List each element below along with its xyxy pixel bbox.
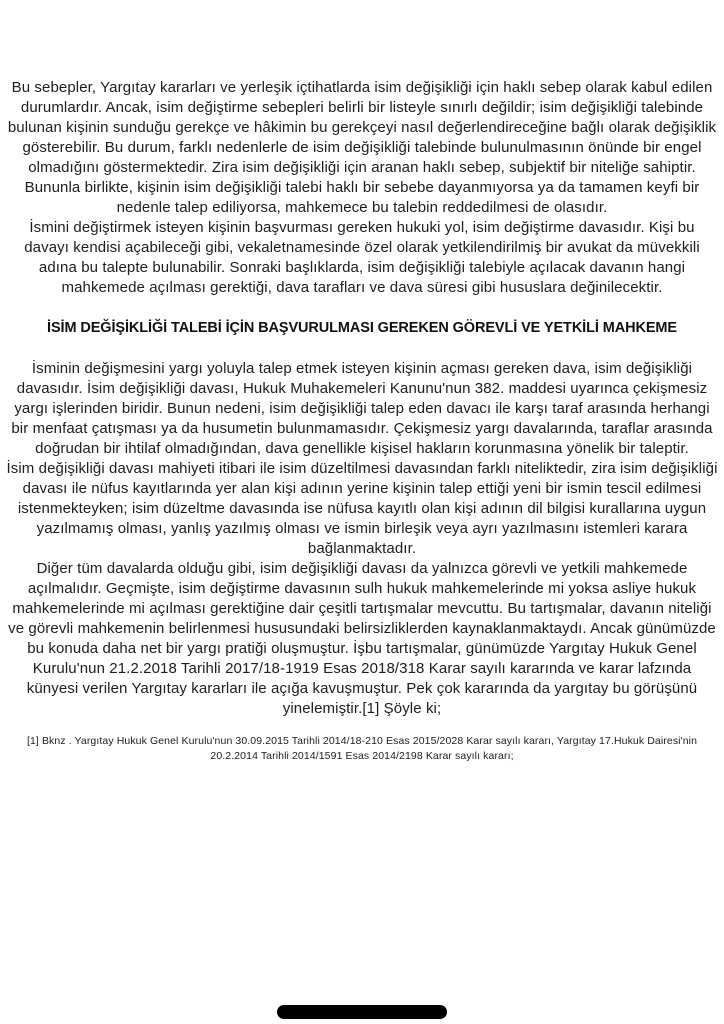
paragraph-non-contentious-case: İsminin değişmesini yargı yoluyla talep etmek isteyen kişinin açması gereken dava, isim değişikliği davasıdır. İsim değişikliği davası, Hukuk Muhakemeleri Kanunu'nun 382. maddesi uyarınca çekişmesiz yargı işlerinden biridir. Bunun nedeni, isim değişikliği talep eden davacı ile karşı taraf arasında herhangi bir menfaat çatışması ya da husumetin bulunmamasıdır. Çekişmesiz yargı davalarında, taraflar arasında doğrudan bir ihtilaf olmadığından, dava genellikle kişisel hakların korunmasına yönelik bir taleptir. xyxy=(11,360,713,457)
paragraph-justified-reasons: Bu sebepler, Yargıtay kararları ve yerleşik içtihatlarda isim değişikliği için haklı sebep olarak kabul edilen durumlardır. Ancak, isim değiştirme sebepleri belirli bir listeyle sınırlı değildir; isim değişikliği talebinde bulunan kişinin sunduğu gerekçe ve hâkimin bu gerekçeyi nasıl değerlendireceğine bağlı olarak değişiklik gösterebilir. Bu durum, farklı nedenlerle de isim değişikliği talebinde bulunulmasının önünde bir engel olmadığını göstermektedir. Zira isim değişikliği için aranan haklı sebep, subjektif bir niteliğe sahiptir. Bununla birlikte, kişinin isim değişikliği talebi haklı bir sebebe dayanmıyorsa ya da tamamen keyfi bir nedenle talep ediliyorsa, mahkemece bu talebin reddedilmesi de olasıdır. xyxy=(7,79,717,216)
home-indicator-handle[interactable] xyxy=(277,1005,447,1019)
section-heading: İSİM DEĞİŞİKLİĞİ TALEBİ İÇİN BAŞVURULMASI GEREKEN GÖREVLİ VE YETKİLİ MAHKEME xyxy=(47,320,677,336)
paragraph-name-change-vs-correction: İsim değişikliği davası mahiyeti itibari ile isim düzeltilmesi davasından farklı niteliktedir, zira isim değişikliği davası ile nüfus kayıtlarında yer alan kişi adının yerine kişinin talep ettiği yeni bir ismin tescil edilmesi istenmekteyken; isim düzeltme davasında ise nüfusa kayıtlı olan kişi adının dil bilgisi kurallarına uygun yazılmamış olması, yanlış yazılmış olması ve ismin birleşik veya ayrı yazılmasını istemleri karara bağlanmaktadır. xyxy=(6,460,718,557)
paragraph-competent-court-debate: Diğer tüm davalarda olduğu gibi, isim değişikliği davası da yalnızca görevli ve yetkili mahkemede açılmalıdır. Geçmişte, isim değiştirme davasının sulh hukuk mahkemelerinde mi yoksa asliye hukuk mahkemelerinde mi açılması gerektiğine dair çeşitli tartışmalar mevcuttu. Bu tartışmalar, davanın niteliği ve görevli mahkemenin belirlenmesi hususundaki belirsizliklerden kaynaklanmaktaydı. Ancak günümüzde bu konuda daha net bir yargı pratiği oluşmuştur. İşbu tartışmalar, günümüzde Yargıtay Hukuk Genel Kurulu'nun 21.2.2018 Tarihli 2017/18-1919 Esas 2018/318 Karar sayılı kararında ve karar lafzında künyesi verilen Yargıtay kararları ile açığa kavuşmuştur. Pek çok kararında da yargıtay bu görüşünü yinelemiştir.[1] Şöyle ki; xyxy=(8,560,716,717)
paragraph-legal-route: İsmini değiştirmek isteyen kişinin başvurması gereken hukuki yol, isim değiştirme davasıdır. Kişi bu davayı kendisi açabileceği gibi, vekaletnamesinde özel olarak yetkilendirilmiş bir avukat da müvekkili adına bu talepte bulunabilir. Sonraki başlıklarda, isim değişikliği talebiyle açılacak davanın hangi mahkemede açılması gerektiği, dava tarafları ve dava süresi gibi hususlara değinilecektir. xyxy=(24,219,700,296)
footnote-citation: [1] Bknz . Yargıtay Hukuk Genel Kurulu'nun 30.09.2015 Tarihli 2014/18-210 Esas 2015/2028 Karar sayılı kararı, Yargıtay 17.Hukuk Dairesi'nin 20.2.2014 Tarihli 2014/1591 Esas 2014/2198 Karar sayılı kararı; xyxy=(26,735,698,762)
